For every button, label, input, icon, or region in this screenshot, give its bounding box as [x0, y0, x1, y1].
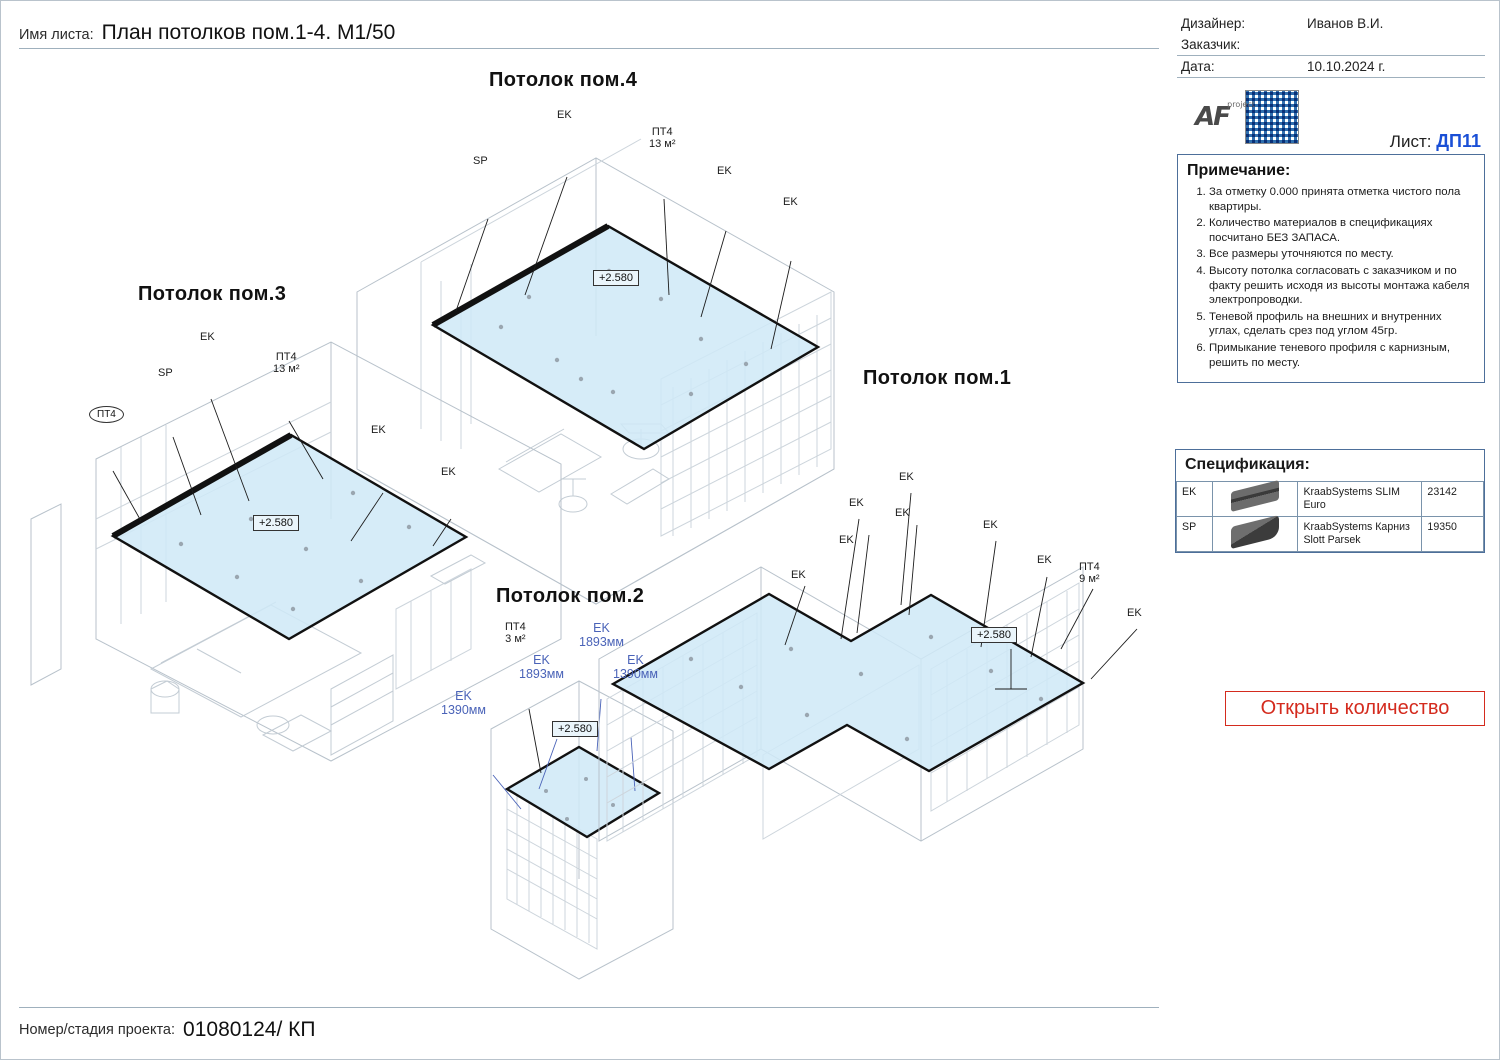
drawing-canvas	[1, 49, 1176, 999]
spec-code: EK	[1177, 482, 1213, 517]
room3-label-pt: ПТ4 13 м²	[273, 351, 300, 376]
room3-level-tag: +2.580	[253, 515, 299, 531]
sheet-number-value: ДП11	[1436, 131, 1481, 151]
room1-label-ek-1: EK	[791, 569, 806, 581]
sheet-number	[1390, 131, 1481, 152]
spec-name: KraabSystems SLIM Euro	[1298, 482, 1422, 517]
room1-label-pt: ПТ4 9 м²	[1079, 561, 1100, 586]
room4-title: Потолок пом.4	[489, 69, 638, 91]
meta-row-designer	[1177, 13, 1485, 34]
room1-geometry	[599, 493, 1137, 841]
room4-label-pt: ПТ4 13 м²	[649, 126, 676, 151]
notes-list	[1187, 185, 1475, 370]
room3-pt-tag: ПТ4	[89, 406, 124, 423]
room3-title: Потолок пом.3	[138, 283, 287, 305]
meta-row-customer	[1177, 34, 1485, 56]
room1-label-ek-4: EK	[899, 471, 914, 483]
room1-label-ek-5: EK	[895, 507, 910, 519]
project-number-bar	[19, 1007, 1159, 1047]
meta-table	[1177, 13, 1485, 78]
note-item: 1. За отметку 0.000 принята отметка чистого пола квартиры.	[1209, 185, 1475, 214]
room1-title: Потолок пом.1	[863, 367, 1012, 389]
room1-label-ek-8: EK	[1127, 607, 1142, 619]
room1-label-ek-7: EK	[1037, 554, 1052, 566]
room1-label-ek-2: EK	[849, 497, 864, 509]
room2-label-pt: ПТ4 3 м²	[505, 621, 526, 646]
spec-name: KraabSystems Карниз Slott Parsek	[1298, 516, 1422, 551]
profile-sp-icon	[1213, 516, 1298, 551]
room2-title: Потолок пом.2	[496, 585, 645, 607]
sheet-name-value: План потолков пом.1-4. М1/50	[101, 21, 396, 44]
room3-label-ek-1: EK	[200, 331, 215, 343]
logo-row	[1177, 78, 1485, 155]
designer-label: Дизайнер:	[1181, 16, 1246, 31]
room2-label-ek-top: EK 1893мм	[579, 621, 624, 649]
room3-label-ek-3: EK	[441, 466, 456, 478]
note-item: 5. Теневой профиль на внешних и внутренних углах, сделать срез под углом 45гр.	[1209, 310, 1475, 339]
title-block	[1177, 13, 1485, 383]
room3-label-sp: SP	[158, 367, 173, 379]
customer-label: Заказчик:	[1177, 34, 1293, 56]
specification-table	[1176, 481, 1484, 552]
project-number-label: Номер/стадия проекта:	[19, 1021, 176, 1038]
specification-panel	[1175, 449, 1485, 553]
project-number-value: 01080124/ КП	[183, 1017, 316, 1041]
room2-label-ek-left: EK 1893мм	[519, 653, 564, 681]
open-quantity-button[interactable]: Открыть количество	[1225, 691, 1485, 726]
qr-code-icon	[1245, 90, 1299, 144]
note-item: 2. Количество материалов в спецификациях посчитано БЕЗ ЗАПАСА.	[1209, 216, 1475, 245]
note-item: 3. Все размеры уточняются по месту.	[1209, 247, 1475, 262]
room3-label-ek-2: EK	[371, 424, 386, 436]
table-row	[1177, 516, 1484, 551]
sheet-number-label: Лист:	[1389, 132, 1432, 151]
spec-code: SP	[1177, 516, 1213, 551]
date-value: 10.10.2024 г.	[1293, 56, 1485, 78]
room4-label-ek-3: EK	[783, 196, 798, 208]
logo-subtext: project	[1227, 100, 1255, 109]
sheet-name-label: Имя листа:	[19, 27, 94, 43]
room2-label-ek-bottom: EK 1390мм	[441, 689, 486, 717]
room4-label-ek-2: EK	[717, 165, 732, 177]
isometric-drawing	[1, 49, 1176, 999]
note-item: 4. Высоту потолка согласовать с заказчиком и по факту решить исходя из высоты монтажа кабеля электропроводки.	[1209, 264, 1475, 308]
spec-number: 19350	[1422, 516, 1484, 551]
customer-value	[1293, 34, 1485, 56]
notes-title: Примечание:	[1187, 162, 1291, 179]
room2-level-tag: +2.580	[552, 721, 598, 737]
company-logo	[1195, 100, 1255, 132]
room4-level-tag: +2.580	[593, 270, 639, 286]
specification-title: Спецификация:	[1185, 456, 1310, 473]
logo-text: AF	[1195, 102, 1229, 132]
room1-label-ek-3: EK	[839, 534, 854, 546]
room4-ceiling-plane	[433, 226, 818, 449]
room1-level-tag: +2.580	[971, 627, 1017, 643]
room4-label-sp: SP	[473, 155, 488, 167]
designer-value: Иванов В.И.	[1307, 16, 1384, 31]
room4-label-ek-1: EK	[557, 109, 572, 121]
date-label: Дата:	[1177, 56, 1293, 78]
sheet-title-bar	[19, 11, 1159, 49]
notes-panel	[1177, 155, 1485, 383]
room1-label-ek-6: EK	[983, 519, 998, 531]
room2-label-ek-right: EK 1390мм	[613, 653, 658, 681]
spec-number: 23142	[1422, 482, 1484, 517]
table-row	[1177, 482, 1484, 517]
profile-ek-icon	[1213, 482, 1298, 517]
meta-row-date	[1177, 56, 1485, 78]
note-item: 6. Примыкание теневого профиля с карнизным, решить по месту.	[1209, 341, 1475, 370]
